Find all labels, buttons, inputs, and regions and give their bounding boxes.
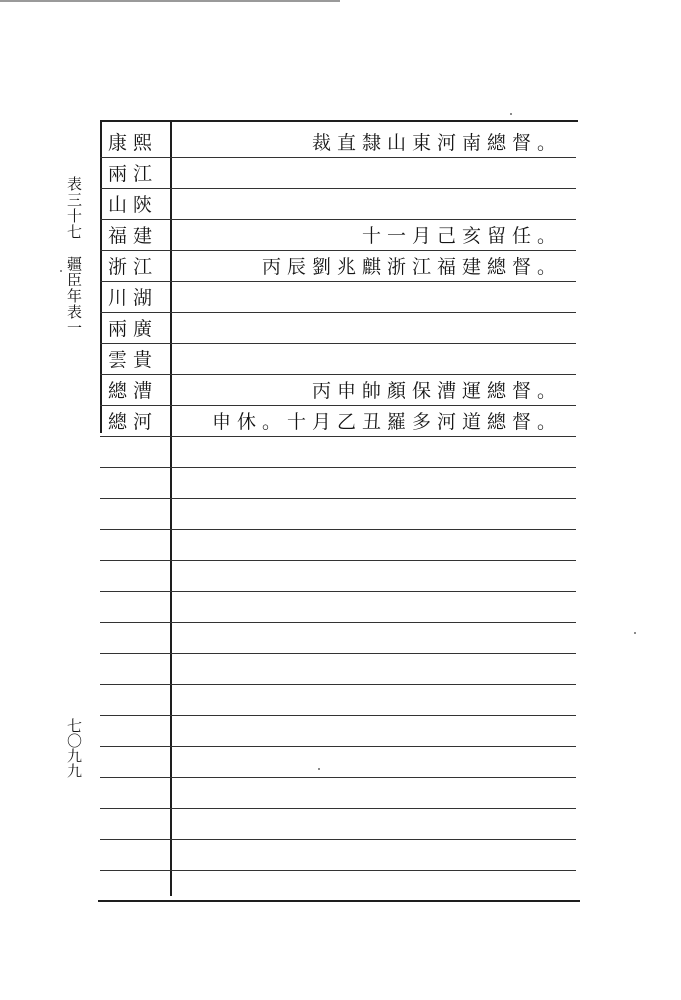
row-rule [100,870,576,871]
office-cell: 川湖 [108,286,159,309]
row-rule [100,591,576,592]
row-rule [100,746,576,747]
row-rule [100,467,576,468]
office-cell: 兩江 [108,162,159,185]
office-cell: 康熙 [108,131,159,154]
record-cell [176,343,562,373]
office-cell: 福建 [108,224,159,247]
top-edge-rule [0,0,340,2]
ink-speck [60,270,62,272]
row-rule [100,560,576,561]
record-cell: 裁直隸山東河南總督。 [311,131,562,154]
table-top-border [100,120,578,122]
office-cell: 總漕 [108,379,159,402]
page-number: 七〇九九 [65,718,83,778]
column-divider [170,120,172,896]
ink-speck [510,113,512,115]
record-cell [176,188,562,218]
ink-speck [634,632,636,634]
row-rule [100,436,576,437]
row-rule [100,498,576,499]
record-cell: 丙申帥顏保漕運總督。 [311,379,562,402]
office-cell: 兩廣 [108,317,159,340]
office-cell: 山陝 [108,193,159,216]
record-cell [176,157,562,187]
row-rule [100,529,576,530]
table-bottom-border [98,900,580,902]
record-cell: 十一月己亥留任。 [361,224,562,247]
record-cell [176,312,562,342]
row-rule [100,715,576,716]
record-cell: 申休。十月乙丑羅多河道總督。 [211,410,562,433]
row-rule [100,808,576,809]
row-rule [100,684,576,685]
ink-speck [318,768,320,770]
office-cell: 浙江 [108,255,159,278]
office-cell: 雲貴 [108,348,159,371]
row-rule [100,777,576,778]
record-cell: 丙辰劉兆麒浙江福建總督。 [261,255,562,278]
row-rule [100,839,576,840]
row-rule [100,653,576,654]
margin-section-title: 表三十七 疆臣年表一 [65,176,83,336]
row-rule [100,622,576,623]
office-cell: 總河 [108,410,159,433]
record-cell [176,281,562,311]
